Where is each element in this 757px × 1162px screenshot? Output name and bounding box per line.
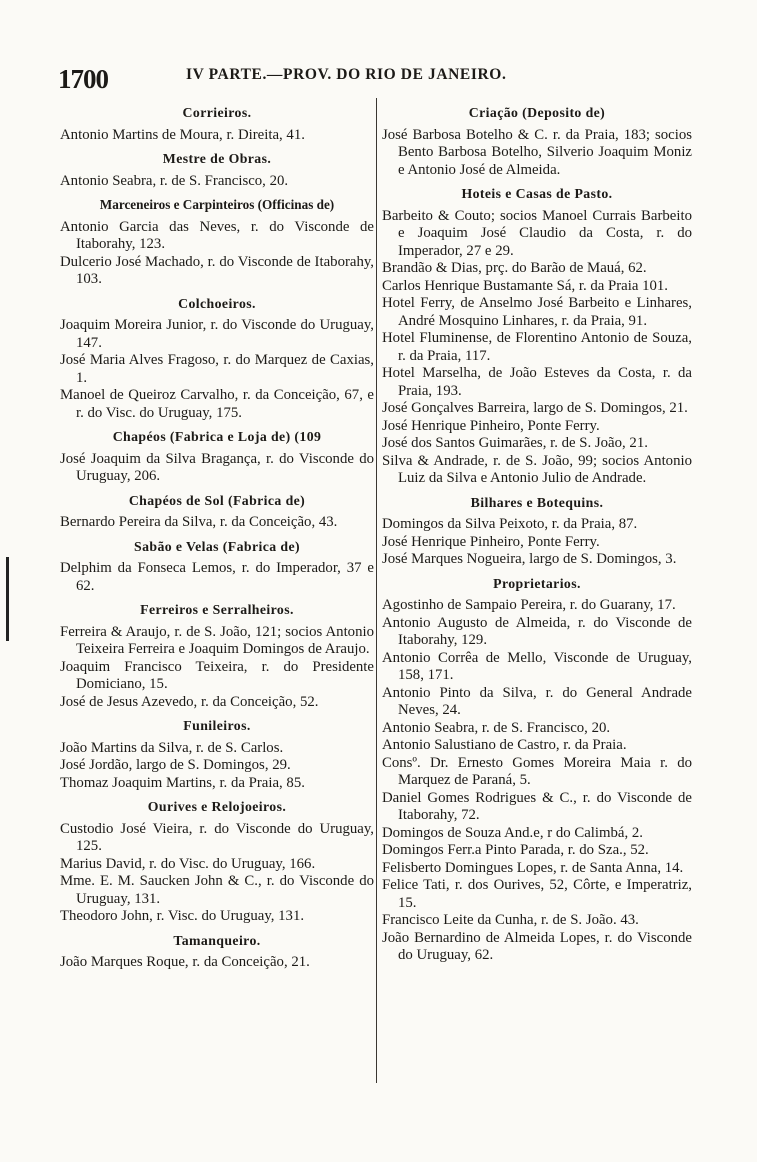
- section-heading: Colchoeiros.: [178, 295, 256, 311]
- section-tamanqueiro: [60, 932, 374, 972]
- directory-entry: Hotel Marselha, de João Esteves da Costa, r. da Praia, 193.: [382, 365, 692, 399]
- directory-entry: José dos Santos Guimarães, r. de S. João, 21.: [382, 435, 648, 451]
- directory-entry: Joaquim Moreira Junior, r. do Visconde do Uruguay, 147.: [60, 317, 374, 351]
- directory-entry: José Marques Nogueira, largo de S. Domingos, 3.: [382, 551, 677, 567]
- section-criacao: [382, 104, 692, 179]
- directory-entry: Brandão & Dias, prç. do Barão de Mauá, 62.: [382, 260, 647, 276]
- directory-entry: Domingos de Souza And.e, r do Calimbá, 2.: [382, 824, 643, 841]
- directory-entry: José Henrique Pinheiro, Ponte Ferry.: [382, 417, 600, 434]
- directory-entry: Agostinho de Sampaio Pereira, r. do Guarany, 17.: [382, 597, 676, 613]
- section-heading: Marceneiros e Carpinteiros (Officinas de): [99, 197, 335, 212]
- section-heading: Tamanqueiro.: [173, 932, 261, 948]
- section-heading: Mestre de Obras.: [162, 151, 272, 166]
- directory-entry: Antonio Salustiano de Castro, r. da Praia.: [382, 737, 627, 753]
- directory-entry: João Bernardino de Almeida Lopes, r. do Visconde do Uruguay, 62.: [382, 929, 692, 963]
- directory-entry: Delphim da Fonseca Lemos, r. do Imperador, 37 e 62.: [60, 560, 374, 594]
- section-mestre-de-obras: [60, 150, 374, 190]
- directory-entry: Manoel de Queiroz Carvalho, r. da Conceição, 67, e r. do Visc. do Uruguay, 175.: [60, 387, 374, 421]
- directory-entry: Carlos Henrique Bustamante Sá, r. da Praia 101.: [382, 277, 669, 294]
- section-heading: Criação (Deposito de): [468, 105, 606, 120]
- directory-entry: José Jordão, largo de S. Domingos, 29.: [60, 757, 291, 773]
- directory-entry: Custodio José Vieira, r. do Visconde do Uruguay, 125.: [60, 820, 374, 854]
- section-heading: Ourives e Relojoeiros.: [147, 799, 287, 814]
- column-divider: [376, 98, 377, 1083]
- section-heading: Chapéos (Fabrica e Loja de) (109: [112, 429, 322, 444]
- section-heading: Corrieiros.: [182, 105, 252, 120]
- directory-entry: Francisco Leite da Cunha, r. de S. João. 43.: [382, 912, 639, 928]
- directory-entry: Ferreira & Araujo, r. de S. João, 121; socios Antonio Teixeira Ferreira e Joaquim Domingos de Araujo.: [60, 623, 374, 657]
- left-column: [60, 98, 374, 972]
- directory-entry: José Joaquim da Silva Bragança, r. do Visconde do Uruguay, 206.: [60, 450, 374, 484]
- section-ferreiros: [60, 601, 374, 711]
- directory-entry: João Marques Roque, r. da Conceição, 21.: [60, 954, 310, 970]
- section-sabao-e-velas: [60, 538, 374, 596]
- section-chapeos: [60, 428, 374, 486]
- section-heading: Proprietarios.: [493, 575, 581, 591]
- directory-entry: Barbeito & Couto; socios Manoel Currais Barbeito e Joaquim José Claudio da Costa, r. do Imperador, 27 e 29.: [382, 207, 692, 259]
- margin-mark: [6, 557, 9, 641]
- running-head: IV PARTE.—PROV. DO RIO DE JANEIRO.: [186, 66, 507, 83]
- directory-entry: Hotel Fluminense, de Florentino Antonio de Souza, r. da Praia, 117.: [382, 330, 692, 364]
- directory-entry: Antonio Pinto da Silva, r. do General Andrade Neves, 24.: [382, 684, 692, 718]
- directory-entry: José Gonçalves Barreira, largo de S. Domingos, 21.: [382, 400, 688, 416]
- section-ourives: [60, 798, 374, 926]
- section-funileiros: [60, 717, 374, 792]
- section-colchoeiros: [60, 295, 374, 423]
- directory-entry: José Maria Alves Fragoso, r. do Marquez de Caxias, 1.: [60, 352, 374, 386]
- directory-entry: Antonio Martins de Moura, r. Direita, 41.: [60, 126, 305, 143]
- directory-entry: Thomaz Joaquim Martins, r. da Praia, 85.: [60, 774, 305, 791]
- directory-entry: Marius David, r. do Visc. do Uruguay, 166.: [60, 855, 316, 872]
- section-heading: Sabão e Velas (Fabrica de): [134, 538, 300, 554]
- section-proprietarios: [382, 575, 692, 965]
- right-column: [382, 98, 692, 965]
- directory-entry: Domingos Ferr.a Pinto Parada, r. do Sza., 52.: [382, 842, 649, 858]
- directory-entry: Antonio Corrêa de Mello, Visconde de Uruguay, 158, 171.: [382, 649, 692, 683]
- directory-entry: Joaquim Francisco Teixeira, r. do Presidente Domiciano, 15.: [60, 658, 374, 692]
- directory-entry: Antonio Seabra, r. de S. Francisco, 20.: [60, 172, 289, 189]
- section-chapeos-de-sol: [60, 492, 374, 532]
- directory-entry: Felisberto Domingues Lopes, r. de Santa Anna, 14.: [382, 859, 684, 876]
- directory-entry: Consº. Dr. Ernesto Gomes Moreira Maia r. do Marquez de Paraná, 5.: [382, 754, 692, 788]
- directory-entry: Bernardo Pereira da Silva, r. da Conceição, 43.: [60, 514, 338, 530]
- directory-entry: Hotel Ferry, de Anselmo José Barbeito e Linhares, André Mosquino Linhares, r. da Praia, 91.: [382, 295, 692, 329]
- section-heading: Ferreiros e Serralheiros.: [140, 602, 294, 617]
- directory-entry: João Martins da Silva, r. de S. Carlos.: [60, 739, 284, 756]
- directory-entry: Domingos da Silva Peixoto, r. da Praia, 87.: [382, 516, 638, 532]
- directory-entry: José Henrique Pinheiro, Ponte Ferry.: [382, 533, 600, 550]
- section-heading: Chapéos de Sol (Fabrica de): [128, 492, 306, 508]
- directory-entry: José Barbosa Botelho & C. r. da Praia, 183; socios Bento Barbosa Botelho, Silverio Joaquim Moniz e Antonio José de Almeida.: [382, 126, 692, 178]
- section-hoteis: [382, 185, 692, 488]
- section-marceneiros: [60, 196, 374, 289]
- section-bilhares: [382, 494, 692, 569]
- section-heading: Bilhares e Botequins.: [470, 494, 604, 510]
- directory-entry: Theodoro John, r. Visc. do Uruguay, 131.: [60, 908, 305, 924]
- section-heading: Hoteis e Casas de Pasto.: [461, 186, 613, 201]
- directory-entry: Silva & Andrade, r. de S. João, 99; socios Antonio Luiz da Silva e Antonio Julio de Andrade.: [382, 452, 692, 486]
- directory-entry: Antonio Garcia das Neves, r. do Visconde de Itaborahy, 123.: [60, 218, 374, 252]
- directory-entry: Daniel Gomes Rodrigues & C., r. do Visconde de Itaborahy, 72.: [382, 789, 692, 823]
- section-corrieiros: [60, 104, 374, 144]
- section-heading: Funileiros.: [183, 718, 251, 733]
- directory-entry: Mme. E. M. Saucken John & C., r. do Visconde do Uruguay, 131.: [60, 873, 374, 907]
- directory-entry: Dulcerio José Machado, r. do Visconde de Itaborahy, 103.: [60, 253, 374, 287]
- directory-entry: José de Jesus Azevedo, r. da Conceição, 52.: [60, 693, 319, 710]
- directory-entry: Antonio Augusto de Almeida, r. do Visconde de Itaborahy, 129.: [382, 614, 692, 648]
- directory-entry: Antonio Seabra, r. de S. Francisco, 20.: [382, 719, 611, 736]
- directory-entry: Felice Tati, r. dos Ourives, 52, Côrte, e Imperatriz, 15.: [382, 877, 692, 911]
- page-number: 1700: [58, 64, 108, 94]
